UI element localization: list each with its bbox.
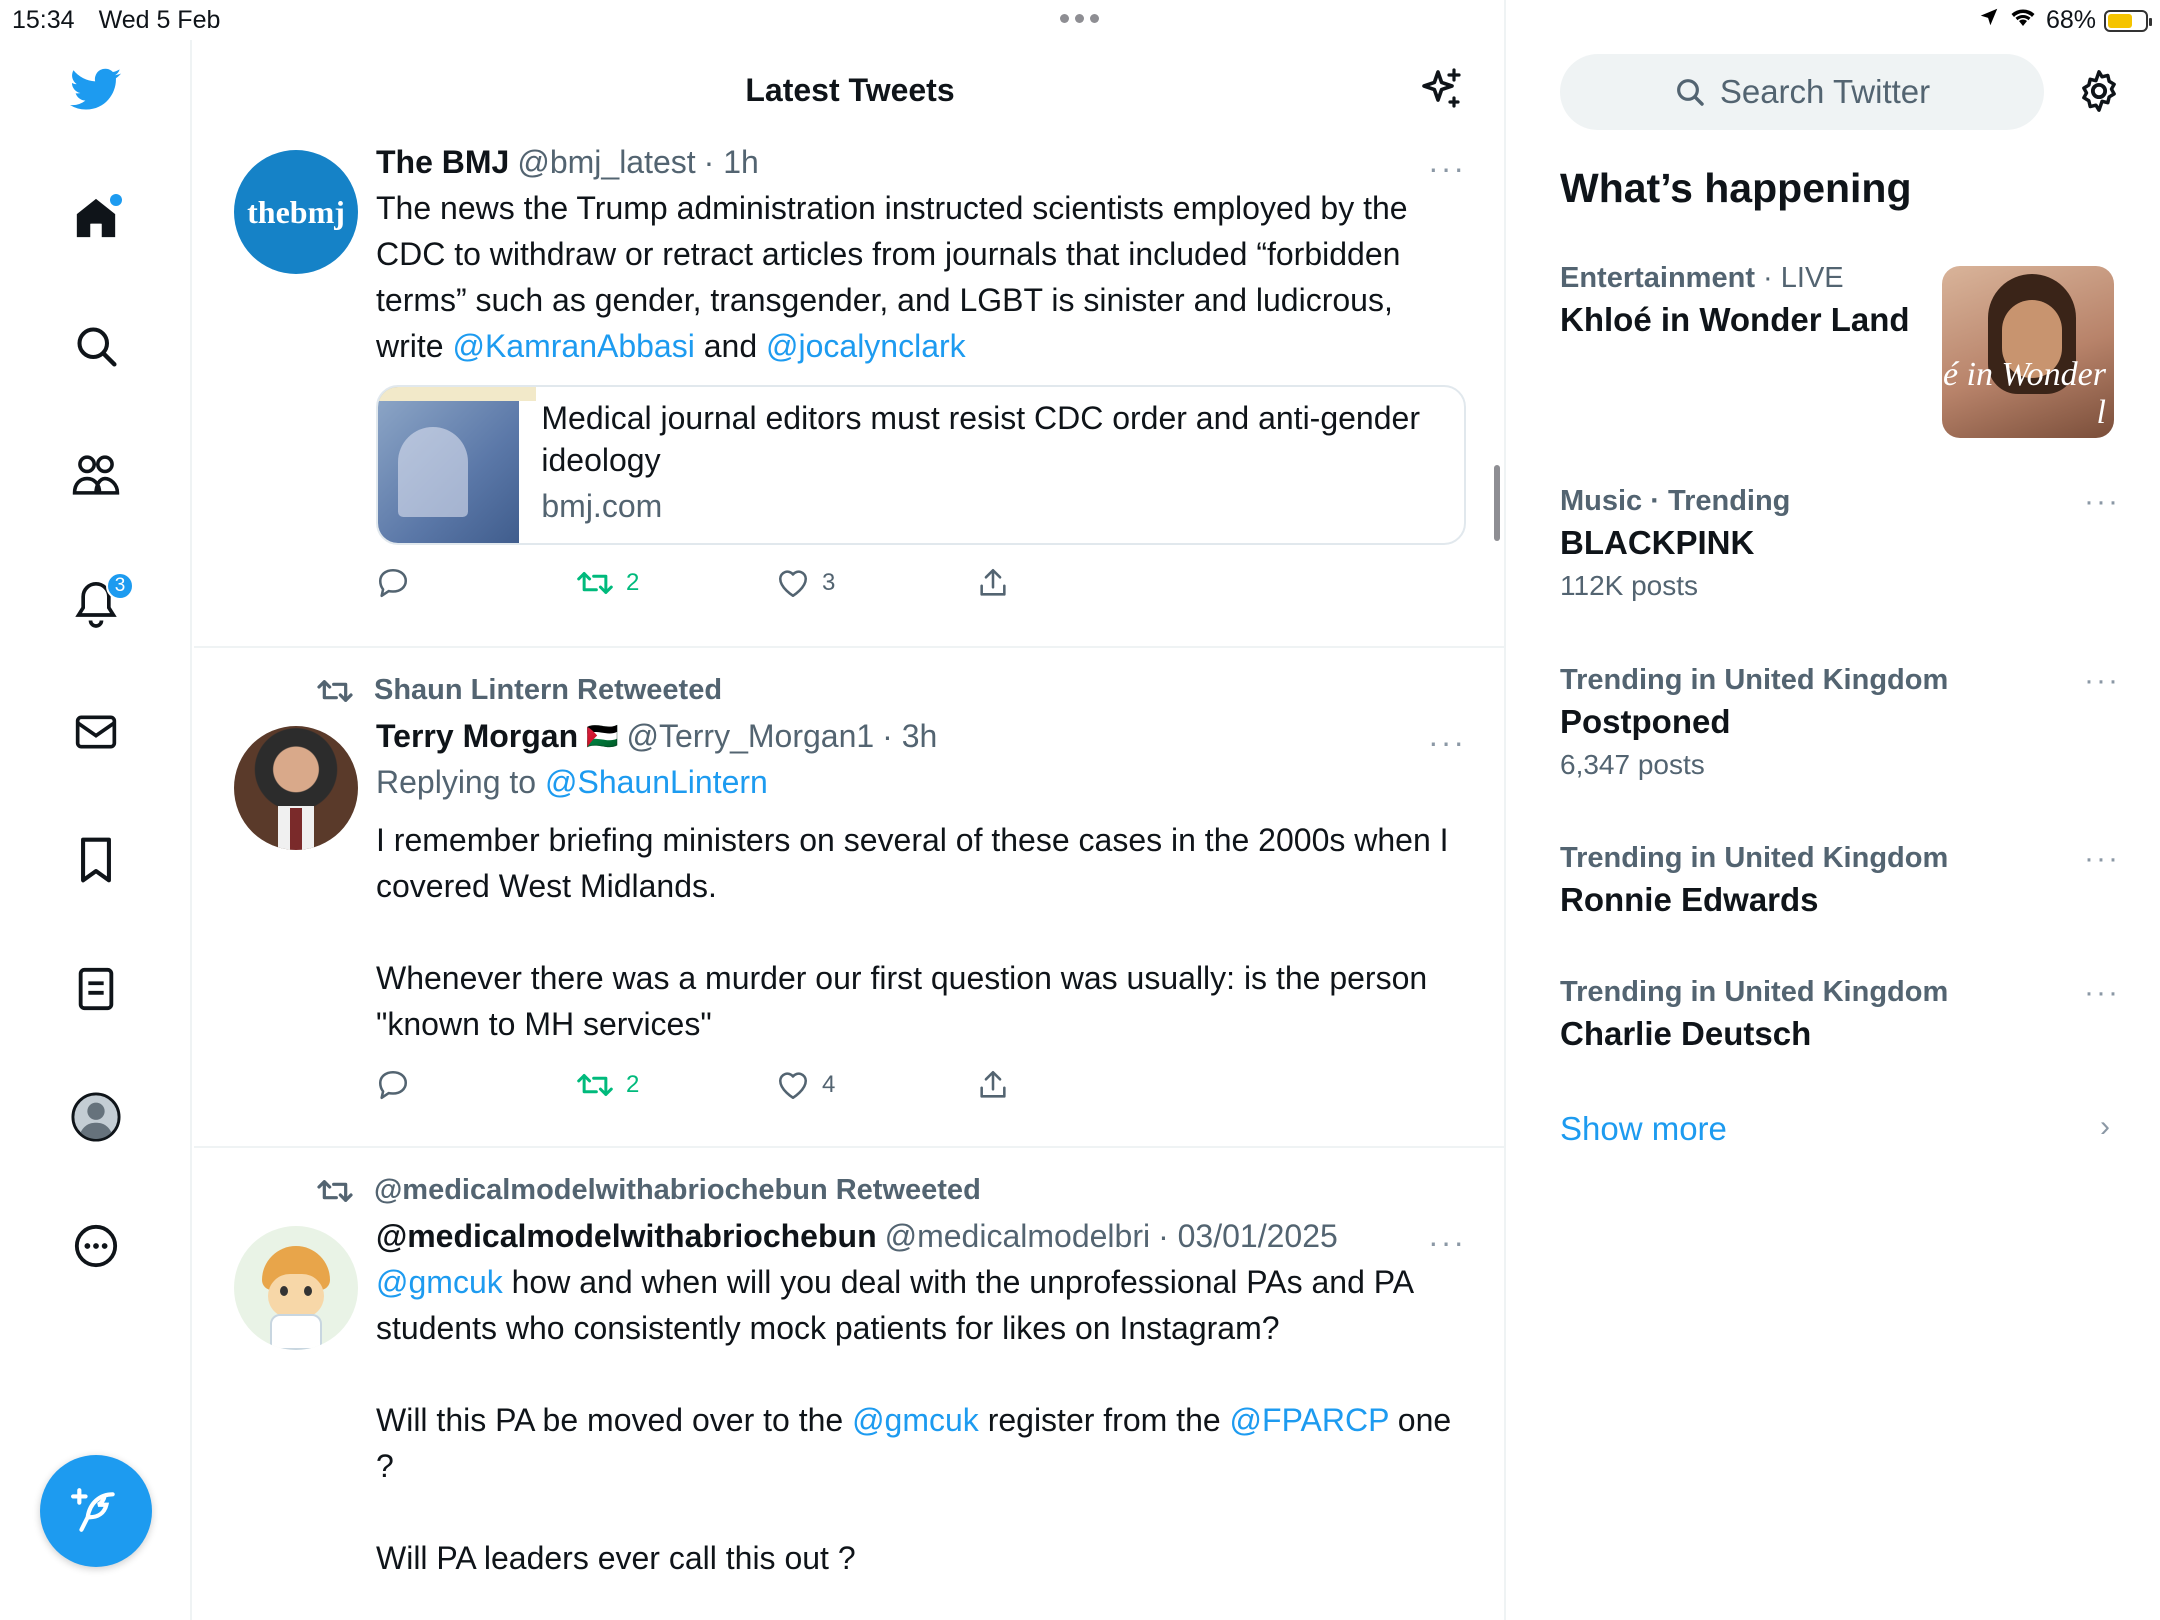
- retweeted-by-text[interactable]: @medicalmodelwithabriochebun Retweeted: [374, 1174, 981, 1206]
- like-count: 3: [822, 569, 836, 596]
- medicalmodel-avatar[interactable]: [234, 1226, 358, 1350]
- trend-image-caption: é in Wonder l: [1942, 356, 2106, 431]
- link-card-thumbnail: [378, 387, 519, 545]
- palestine-flag-icon: 🇵🇸: [586, 721, 619, 751]
- trend-name: BLACKPINK: [1560, 524, 1755, 561]
- battery-percent: 68%: [2045, 6, 2096, 34]
- reply-button[interactable]: [376, 566, 576, 600]
- status-time: 15:34: [12, 6, 75, 34]
- replying-to: [376, 759, 1466, 805]
- retweet-button[interactable]: [576, 1068, 776, 1102]
- tweet-time: · 3h: [882, 718, 938, 754]
- tweet-text: [376, 1259, 1466, 1581]
- retweeted-by-label: [316, 1174, 981, 1207]
- share-icon: [976, 1068, 1010, 1102]
- search-bar[interactable]: [1560, 54, 2044, 130]
- home-icon[interactable]: [68, 190, 124, 246]
- trend-name: Khloé in Wonder Land: [1560, 301, 1910, 338]
- sparkle-timeline-toggle-icon[interactable]: [1418, 66, 1466, 119]
- retweeted-by-label: [316, 674, 722, 707]
- link-card-domain: bmj.com: [541, 488, 663, 524]
- search-placeholder: Search Twitter: [1719, 73, 1931, 110]
- tweet-terry-morgan[interactable]: [194, 648, 1506, 1148]
- mention-link[interactable]: @jocalynclark: [766, 328, 966, 364]
- tweet-paragraph: Whenever there was a murder our first question was usually: is the person "known to MH services": [376, 960, 1428, 1042]
- search-icon: [1674, 76, 1706, 108]
- notification-count-badge: 3: [106, 572, 134, 600]
- mention-link[interactable]: @ShaunLintern: [544, 764, 768, 800]
- heart-icon: [776, 1068, 810, 1102]
- author-handle[interactable]: @bmj_latest: [517, 144, 696, 180]
- battery-icon: [2104, 10, 2148, 32]
- bookmarks-icon[interactable]: [68, 832, 124, 888]
- retweeted-by-text[interactable]: Shaun Lintern Retweeted: [374, 674, 723, 706]
- share-button[interactable]: [976, 1068, 1176, 1102]
- tweet-bmj[interactable]: [194, 140, 1506, 648]
- page-title: Latest Tweets: [745, 71, 955, 108]
- twitter-logo-icon[interactable]: [68, 62, 124, 118]
- home-unread-dot: [110, 194, 122, 206]
- show-more-text: Show more: [1560, 1110, 1727, 1147]
- replying-to-label: Replying to: [376, 764, 545, 800]
- like-button[interactable]: [776, 566, 976, 600]
- trend-category: Trending in United Kingdom: [1560, 842, 1949, 874]
- lists-icon[interactable]: [68, 961, 124, 1017]
- bmj-avatar[interactable]: [234, 150, 358, 274]
- retweet-button[interactable]: [576, 566, 776, 600]
- tweet-text-part: register from the: [978, 1402, 1230, 1438]
- tweet-more-icon[interactable]: ···: [1428, 1224, 1466, 1260]
- show-more-link[interactable]: [1560, 1110, 2120, 1148]
- mention-link[interactable]: @FPARCP: [1229, 1402, 1389, 1438]
- communities-icon[interactable]: [68, 447, 124, 503]
- chevron-right-icon: ›: [2100, 1110, 2110, 1143]
- wifi-icon: [2008, 6, 2038, 35]
- retweet-count: 2: [626, 1071, 640, 1098]
- trend-item[interactable]: [1560, 976, 2120, 1053]
- tweet-medicalmodel[interactable]: [194, 1148, 1506, 1620]
- trend-category-text: Entertainment: [1560, 262, 1755, 294]
- terry-morgan-avatar[interactable]: [234, 726, 358, 850]
- tweet-text-part: how and when will you deal with the unprofessional PAs and PA students who consistently mock patients for likes on Instagram?: [376, 1264, 1413, 1346]
- trend-item[interactable]: [1560, 485, 2120, 602]
- tweet-actions: [376, 563, 1466, 603]
- author-handle[interactable]: @Terry_Morgan1: [626, 718, 875, 754]
- tweet-paragraph: Will PA leaders ever call this out ?: [376, 1540, 856, 1576]
- author-name[interactable]: @medicalmodelwithabriochebun: [376, 1218, 877, 1254]
- tweet-text: [376, 185, 1466, 369]
- retweet-icon: [316, 1175, 354, 1207]
- settings-gear-icon[interactable]: [2076, 68, 2122, 119]
- trend-category: Trending in United Kingdom: [1560, 976, 1949, 1008]
- tweet-time: · 03/01/2025: [1158, 1218, 1338, 1254]
- tweet-paragraph: I remember briefing ministers on several of these cases in the 2000s when I covered West Midlands.: [376, 822, 1449, 904]
- tweet-header: [376, 1218, 1466, 1255]
- tweet-text: [376, 817, 1466, 1047]
- trend-item[interactable]: [1560, 664, 2120, 781]
- mention-link[interactable]: @gmcuk: [852, 1402, 979, 1438]
- tweet-header: [376, 144, 1466, 181]
- mention-link[interactable]: @gmcuk: [376, 1264, 503, 1300]
- link-card-title: Medical journal editors must resist CDC order and anti-gender ideology: [541, 400, 1420, 478]
- like-count: 4: [822, 1071, 836, 1098]
- share-icon: [976, 566, 1010, 600]
- whats-happening-title: What’s happening: [1560, 165, 1912, 211]
- trend-more-icon[interactable]: ···: [2084, 842, 2120, 875]
- tweet-text-part: and: [694, 328, 766, 364]
- tweet-time: · 1h: [703, 144, 759, 180]
- more-options-icon[interactable]: [68, 1218, 124, 1274]
- feather-plus-icon: [71, 1486, 121, 1536]
- mention-link[interactable]: @KamranAbbasi: [452, 328, 695, 364]
- trend-more-icon[interactable]: ···: [2084, 485, 2120, 518]
- reply-icon: [376, 566, 410, 600]
- author-name[interactable]: Terry Morgan: [376, 718, 579, 754]
- retweet-count: 2: [626, 569, 640, 596]
- timeline: [194, 0, 1506, 1620]
- heart-icon: [776, 566, 810, 600]
- retweet-icon: [316, 675, 354, 707]
- trend-post-count: 112K posts: [1560, 570, 1699, 601]
- author-name[interactable]: The BMJ: [376, 144, 510, 180]
- trend-item[interactable]: [1560, 842, 2120, 919]
- trend-name: Charlie Deutsch: [1560, 1015, 1812, 1052]
- trend-category: Trending in United Kingdom: [1560, 664, 1949, 696]
- retweet-icon: [576, 1068, 614, 1102]
- share-button[interactable]: [976, 566, 1176, 600]
- trend-more-icon[interactable]: ···: [2084, 976, 2120, 1009]
- tweet-more-icon[interactable]: ···: [1428, 150, 1466, 186]
- search-icon[interactable]: [68, 318, 124, 374]
- like-button[interactable]: [776, 1068, 976, 1102]
- tweet-actions: [376, 1065, 1466, 1105]
- trend-more-icon[interactable]: ···: [2084, 664, 2120, 697]
- trend-name: Postponed: [1560, 703, 1731, 740]
- left-nav: [0, 40, 192, 1620]
- author-handle[interactable]: @medicalmodelbri: [884, 1218, 1151, 1254]
- bmj-logo-text: thebmj: [247, 193, 345, 230]
- tweet-more-icon[interactable]: ···: [1428, 724, 1466, 760]
- timeline-header: [194, 40, 1506, 140]
- status-date: Wed 5 Feb: [98, 6, 221, 34]
- reply-icon: [376, 1068, 410, 1102]
- trend-name: Ronnie Edwards: [1560, 881, 1819, 918]
- trend-live-label: · LIVE: [1754, 262, 1844, 294]
- tweet-text-part: Will this PA be moved over to the: [376, 1402, 853, 1438]
- trend-thumbnail-image[interactable]: [1942, 266, 2114, 438]
- profile-avatar-icon[interactable]: [68, 1089, 124, 1145]
- retweet-icon: [576, 566, 614, 600]
- tweet-text-part: one ?: [376, 1402, 1452, 1484]
- tweet-paragraph: [376, 1259, 1466, 1351]
- reply-button[interactable]: [376, 1068, 576, 1102]
- trend-category: Music · Trending: [1560, 485, 1791, 517]
- tweet-paragraph: [376, 1397, 1466, 1489]
- trend-post-count: 6,347 posts: [1560, 749, 1705, 780]
- tweet-header: [376, 718, 1466, 755]
- compose-tweet-button[interactable]: [40, 1455, 152, 1567]
- tweet-text-part: The news the Trump administration instructed scientists employed by the CDC to withdraw or retract articles from journals that included “forbidden terms” such as gender, transgender, and LGBT is sinister and ludicrous, write: [376, 190, 1408, 364]
- link-card[interactable]: [376, 385, 1466, 545]
- notifications-bell-icon[interactable]: [68, 576, 124, 632]
- messages-envelope-icon[interactable]: [68, 704, 124, 760]
- location-icon: [1978, 6, 2000, 35]
